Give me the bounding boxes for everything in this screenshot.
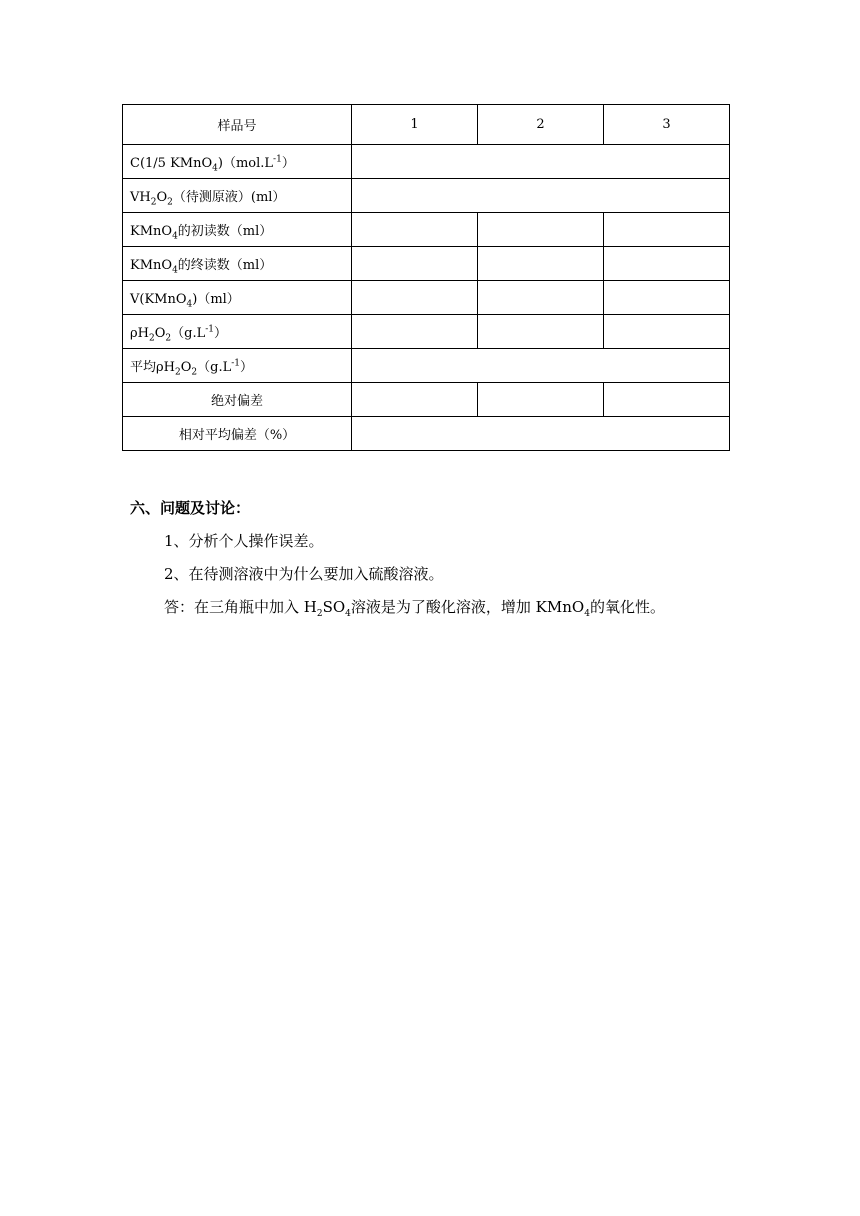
table-cell — [478, 213, 604, 247]
row-label-average-density: 平均$\rho H_2O_2(g.L^{-1})$ — [123, 349, 352, 383]
table-cell — [604, 213, 730, 247]
table-header-row — [123, 105, 730, 145]
answer-text: 答：在三角瓶中加入 $H_2SO_4$溶液是为了酸化溶液，增加 KMnO$_4$的氧化性。 — [164, 598, 665, 619]
row-label-volume: V(KMnO$_4$)（ml） — [123, 281, 352, 315]
header-sample-label: 样品号 — [123, 105, 352, 145]
table-row — [123, 247, 730, 281]
row-label-initial-reading: KMnO$_4$的初读数（ml） — [123, 213, 352, 247]
discussion-section — [130, 495, 665, 624]
table-cell — [604, 247, 730, 281]
table-row — [123, 315, 730, 349]
header-col-3: 3 — [604, 105, 730, 145]
row-label-density: $\rho H_2O_2(g.L^{-1})$ — [123, 315, 352, 349]
table-cell — [604, 315, 730, 349]
row-label-sample-volume: $VH_2O_2$（待测原液）(ml） — [123, 179, 352, 213]
table-row — [123, 417, 730, 451]
table-row — [123, 383, 730, 417]
table-cell — [478, 315, 604, 349]
cell-relative-deviation-value — [352, 417, 730, 451]
row-label-concentration: C(1/5 $KMnO_4)(mol.L^{-1})$ — [123, 145, 352, 179]
table-cell — [478, 281, 604, 315]
cell-concentration-value — [352, 145, 730, 179]
table-row — [123, 179, 730, 213]
row-label-final-reading: KMnO$_4$的终读数（ml） — [123, 247, 352, 281]
cell-average-density-value — [352, 349, 730, 383]
section-heading: 六、问题及讨论： — [130, 499, 251, 517]
table-cell — [352, 247, 478, 281]
table-row — [123, 213, 730, 247]
table-cell — [478, 247, 604, 281]
header-col-2: 2 — [478, 105, 604, 145]
table-cell — [352, 281, 478, 315]
question-2: 2、在待测溶液中为什么要加入硫酸溶液。 — [164, 565, 444, 583]
table-row — [123, 349, 730, 383]
table-cell — [352, 383, 478, 417]
table-cell — [478, 383, 604, 417]
table-row — [123, 145, 730, 179]
table-cell — [352, 213, 478, 247]
header-col-1: 1 — [352, 105, 478, 145]
table-cell — [352, 315, 478, 349]
cell-sample-volume-value — [352, 179, 730, 213]
question-1: 1、分析个人操作误差。 — [164, 532, 324, 550]
row-label-absolute-deviation: 绝对偏差 — [123, 383, 352, 417]
table-cell — [604, 281, 730, 315]
data-table — [122, 104, 730, 451]
row-label-relative-deviation: 相对平均偏差（%） — [123, 417, 352, 451]
table-row — [123, 281, 730, 315]
table-cell — [604, 383, 730, 417]
